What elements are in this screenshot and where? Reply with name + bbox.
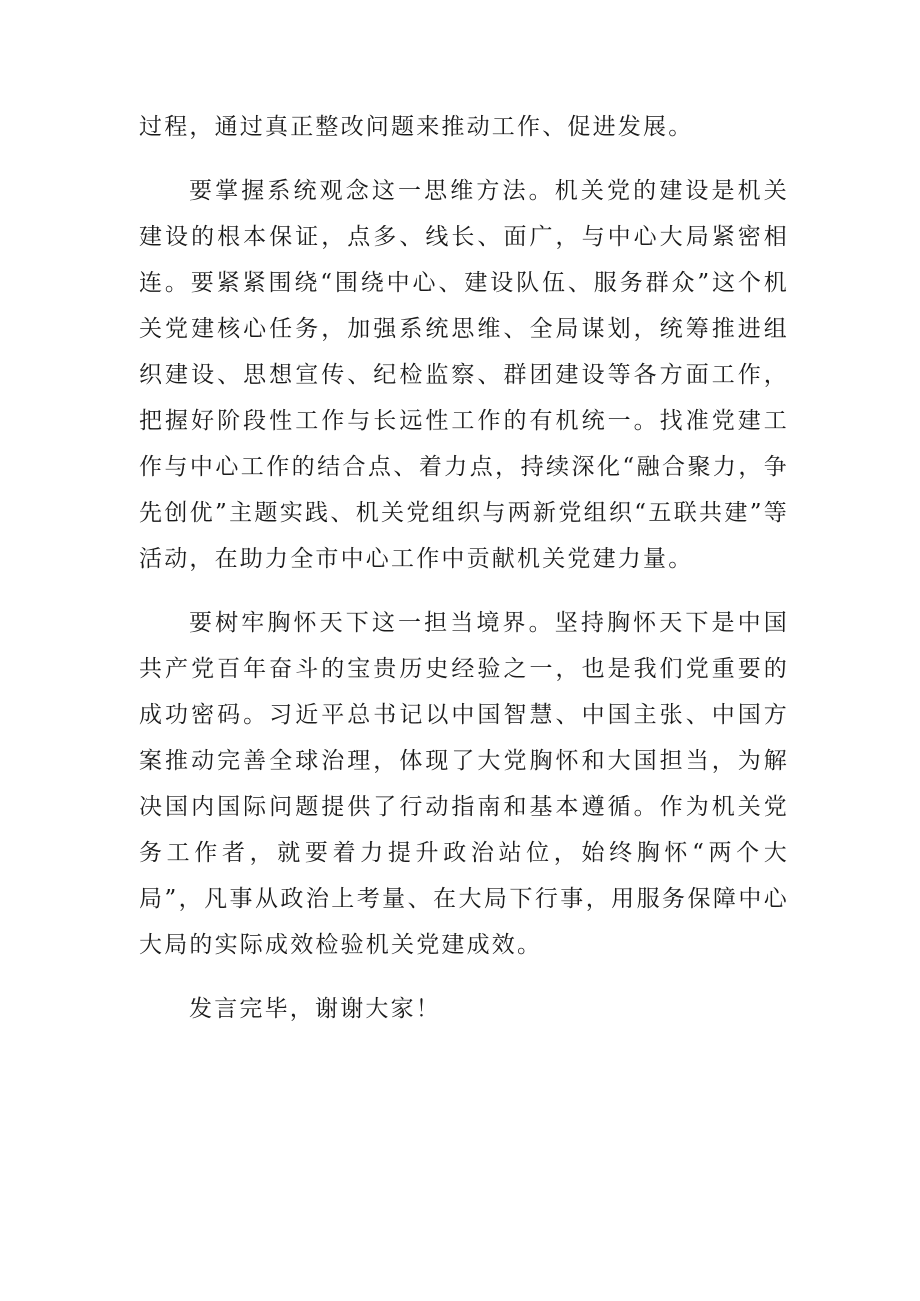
document-body [139, 104, 789, 1032]
paragraph-closing: 发言完毕，谢谢大家！ [189, 996, 441, 1022]
paragraph-systems-thinking: 要掌握系统观念这一思维方法。机关党的建设是机关建设的根本保证，点多、线长、面广，与中心大局紧密相连。要紧紧围绕“围绕中心、建设队伍、服务群众”这个机关党建核心任务，加强系统思维、全局谋划，统筹推进组织建设、思想宣传、纪检监察、群团建设等各方面工作，把握好阶段性工作与长远性工作的有机统一。找准党建工作与中心工作的结合点、着力点，持续深化“融合聚力，争先创优”主题实践、机关党组织与两新党组织“五联共建”等活动，在助力全市中心工作中贡献机关党建力量。 [139, 178, 789, 572]
paragraph-continuation: 过程，通过真正整改问题来推动工作、促进发展。 [139, 114, 694, 140]
paragraph-global-vision: 要树牢胸怀天下这一担当境界。坚持胸怀天下是中国共产党百年奋斗的宝贵历史经验之一，也是我们党重要的成功密码。习近平总书记以中国智慧、中国主张、中国方案推动完善全球治理，体现了大党胸怀和大国担当，为解决国内国际问题提供了行动指南和基本遵循。作为机关党务工作者，就要着力提升政治站位，始终胸怀“两个大局”，凡事从政治上考量、在大局下行事，用服务保障中心大局的实际成效检验机关党建成效。 [139, 610, 789, 958]
